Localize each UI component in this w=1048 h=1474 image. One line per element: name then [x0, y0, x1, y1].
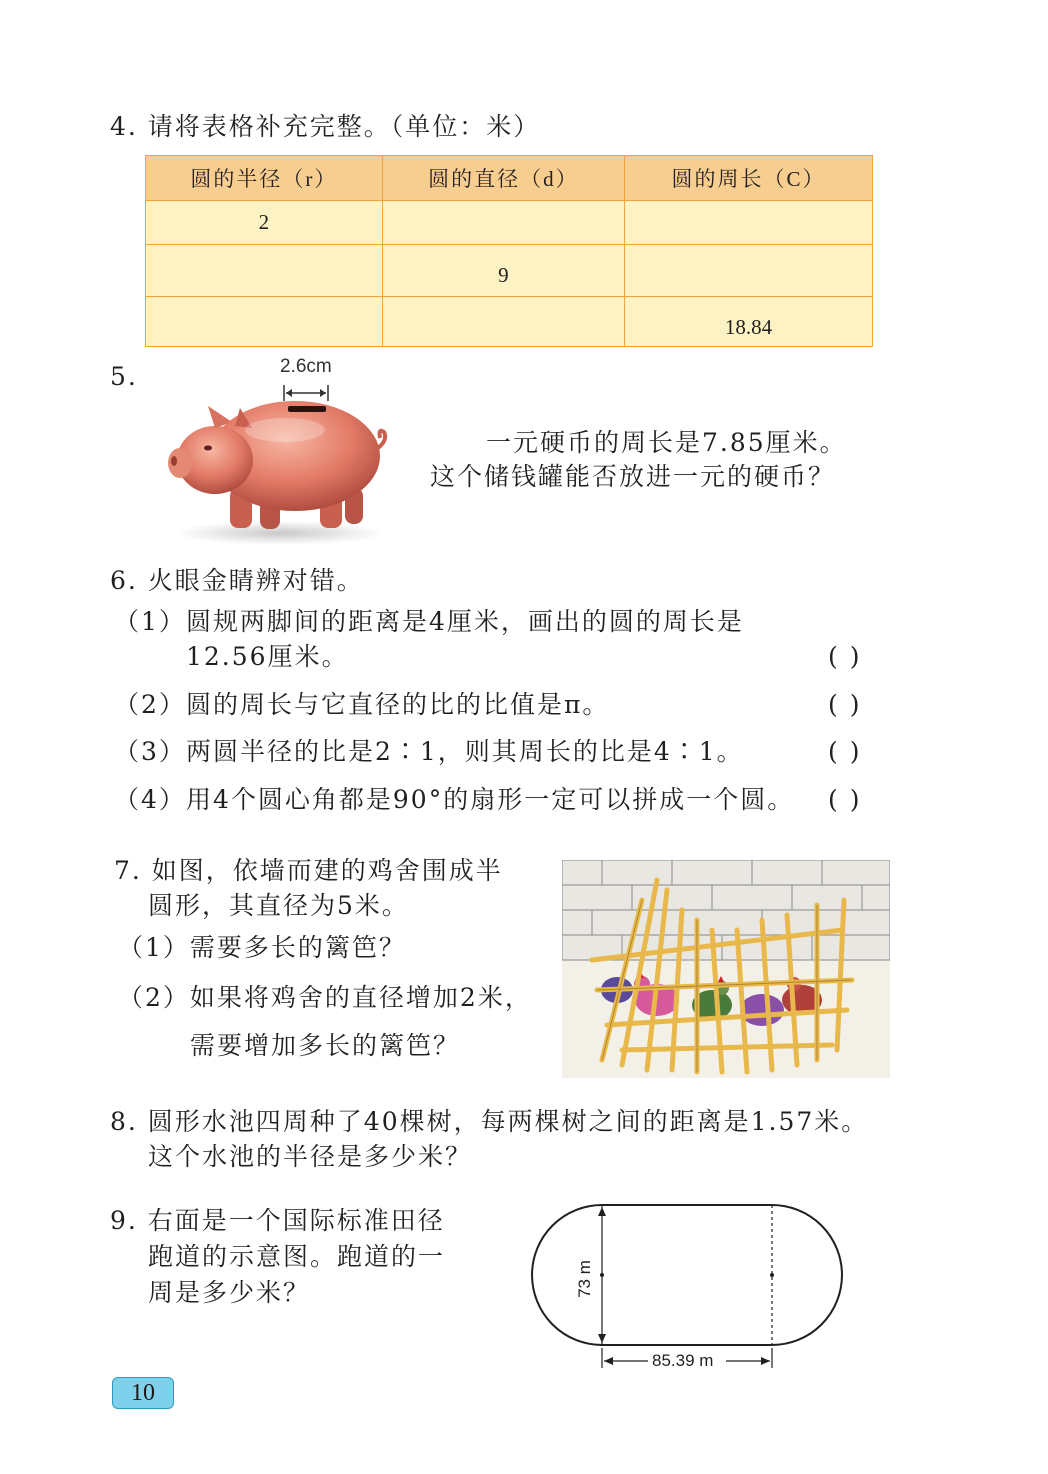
circle-table	[145, 155, 873, 347]
q7-line2: 圆形，其直径为5米。	[148, 891, 409, 920]
q7-sub2a: （2）如果将鸡舍的直径增加2米，	[118, 983, 532, 1012]
piggy-bank-image	[160, 378, 390, 548]
slot-width-arrow	[282, 383, 332, 403]
track-height-label: 73 m	[575, 1260, 594, 1298]
q6-item-text: 用4个圆心角都是90°的扇形一定可以拼成一个圆。	[186, 785, 795, 814]
q6-item-text: 圆的周长与它直径的比的比值是π。	[186, 690, 610, 719]
q7-line1: 7. 如图，依墙而建的鸡舍围成半	[114, 856, 503, 885]
q6-answer-paren[interactable]: ( )	[828, 690, 862, 719]
q6-item-text: 圆规两脚间的距离是4厘米，画出的圆的周长是	[186, 607, 744, 636]
q6-answer-paren[interactable]: ( )	[828, 642, 862, 671]
q6-item-text-cont: 12.56厘米。	[186, 642, 349, 671]
slot-dimension-label: 2.6cm	[280, 356, 332, 377]
q6-item-number: （1）	[114, 607, 186, 636]
q8-line2: 这个水池的半径是多少米？	[148, 1142, 473, 1171]
q8-line1: 8. 圆形水池四周种了40棵树，每两棵树之间的距离是1.57米。	[110, 1107, 869, 1136]
table-row	[146, 297, 873, 347]
table-cell[interactable]: 18.84	[625, 297, 873, 347]
q6-prompt: 6. 火眼金睛辨对错。	[110, 566, 364, 595]
q9-line2: 跑道的示意图。跑道的一	[148, 1242, 446, 1271]
q5-number: 5.	[110, 362, 138, 391]
q9-line3: 周是多少米？	[148, 1278, 311, 1307]
q7-sub2b: 需要增加多长的篱笆？	[190, 1031, 461, 1060]
q6-item-number: （3）	[114, 737, 186, 766]
q6-item-text: 两圆半径的比是2∶1，则其周长的比是4∶1。	[186, 737, 744, 766]
table-row	[146, 245, 873, 297]
table-header-row	[146, 156, 873, 201]
q7-sub1: （1）需要多长的篱笆？	[118, 933, 406, 962]
track-length-label: 85.39 m	[652, 1351, 714, 1370]
table-cell[interactable]	[382, 297, 624, 347]
table-cell[interactable]: 2	[146, 201, 383, 245]
page-number-badge: 10	[112, 1377, 174, 1409]
q6-answer-paren[interactable]: ( )	[828, 737, 862, 766]
q6-item-number: （4）	[114, 785, 186, 814]
q6-answer-paren[interactable]: ( )	[828, 785, 862, 814]
header-circumference: 圆的周长（C）	[625, 156, 873, 201]
table-row	[146, 201, 873, 245]
header-diameter: 圆的直径（d）	[382, 156, 624, 201]
q6-item-number: （2）	[114, 690, 186, 719]
chicken-coop-image	[562, 860, 890, 1078]
table-cell[interactable]	[625, 245, 873, 297]
q5-text-line1: 一元硬币的周长是7.85厘米。	[486, 428, 847, 457]
header-radius: 圆的半径（r）	[146, 156, 383, 201]
table-cell[interactable]	[146, 245, 383, 297]
table-cell[interactable]	[382, 201, 624, 245]
q9-line1: 9. 右面是一个国际标准田径	[110, 1206, 445, 1235]
table-cell[interactable]: 9	[382, 245, 624, 297]
q4-prompt: 4. 请将表格补充完整。（单位：米）	[110, 112, 541, 141]
table-cell[interactable]	[146, 297, 383, 347]
table-cell[interactable]	[625, 201, 873, 245]
q5-text-line2: 这个储钱罐能否放进一元的硬币？	[430, 462, 836, 491]
